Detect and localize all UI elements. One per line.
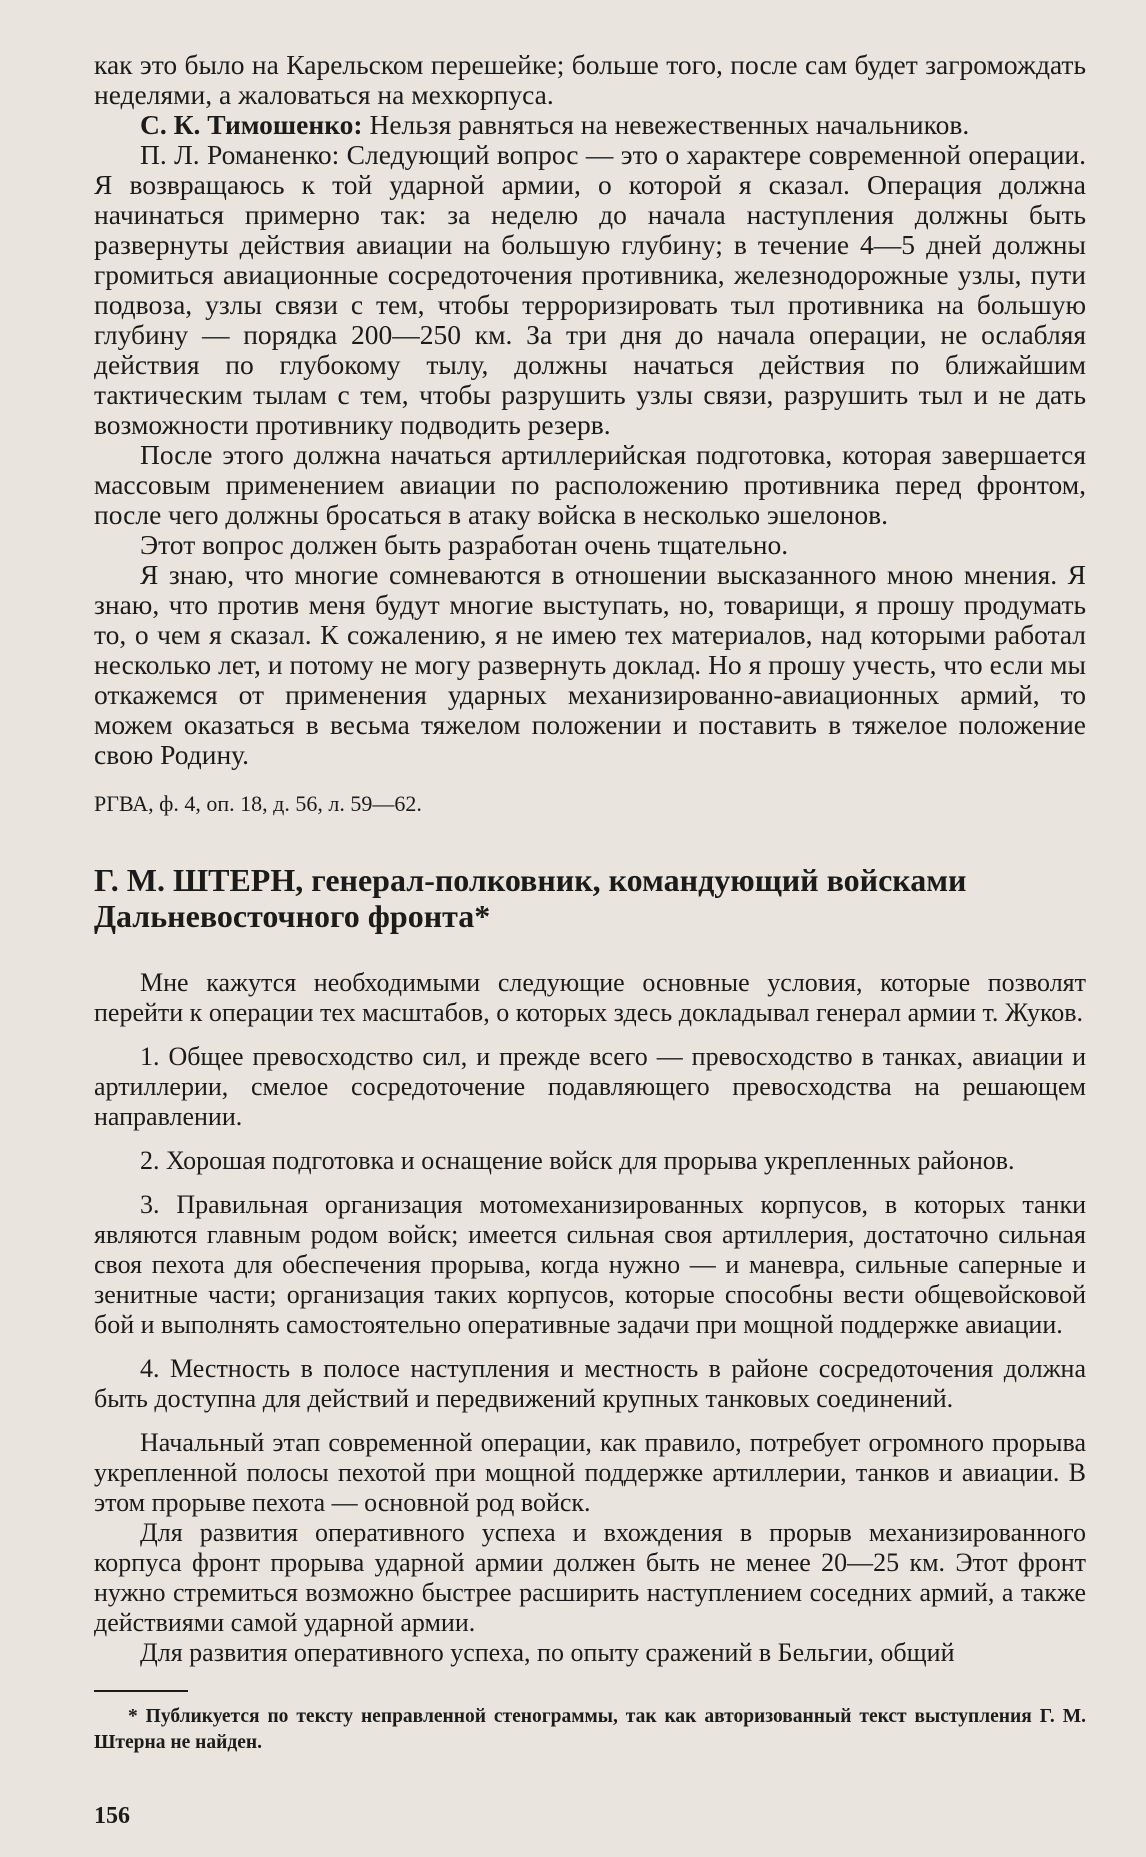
archive-source: РГВА, ф. 4, оп. 18, д. 56, л. 59—62. bbox=[94, 791, 422, 816]
paragraph-gap bbox=[94, 1340, 1086, 1354]
list-item: 1. Общее превосходство сил, и прежде всего — превосходство в танках, авиации и артиллерии, смелое сосредоточение подавляющего превосходства на решающем направлении. bbox=[94, 1042, 1086, 1131]
section-heading: Г. М. ШТЕРН, генерал-полковник, командующий войсками Дальневосточного фронта* bbox=[94, 862, 967, 934]
paragraph-gap bbox=[94, 1176, 1086, 1190]
list-item: 2. Хорошая подготовка и оснащение войск для прорыва укрепленных районов. bbox=[140, 1146, 1015, 1175]
paragraph: Этот вопрос должен быть разработан очень тщательно. bbox=[140, 529, 789, 560]
paragraph: Я знаю, что многие сомневаются в отношении высказанного мною мнения. Я знаю, что против меня будут многие выступать, но, товарищи, я прошу продумать то, о чем я сказал. К сожалению, я не имею тех материалов, над которыми работал несколько лет, и потому не могу развернуть доклад. Но я прошу учесть, что если мы откажемся от применения ударных механизированно-авиационных армий, то можем оказаться в весьма тяжелом положении и поставить в тяжелое положение свою Родину. bbox=[94, 559, 1086, 770]
paragraph-gap bbox=[94, 1132, 1086, 1146]
speaker-name: С. К. Тимошенко: bbox=[140, 109, 363, 140]
paragraph-gap bbox=[94, 1028, 1086, 1042]
speech-text: Нельзя равняться на невежественных начальников. bbox=[369, 109, 970, 140]
paragraph: Для развития оперативного успеха и вхождения в прорыв механизированного корпуса фронт прорыва ударной армии должен быть не менее 20—25 км. Этот фронт нужно стремиться возможно быстрее расширить наступлением соседних армий, а также действиями самой ударной армии. bbox=[94, 1518, 1086, 1637]
page-number: 156 bbox=[94, 1803, 130, 1829]
paragraph-intro: Мне кажутся необходимыми следующие основные условия, которые позволят перейти к операции тех масштабов, о которых здесь докладывал генерал армии т. Жуков. bbox=[94, 968, 1086, 1027]
footnote-rule bbox=[94, 1690, 188, 1692]
list-item: 3. Правильная организация мотомеханизированных корпусов, в которых танки являются главным родом войск; имеется сильная своя артиллерия, достаточно сильная своя пехота для обеспечения прорыва, когда нужно — и маневра, сильные саперные и зенитные части; организация таких корпусов, которые способны вести общевойсковой бой и выполнять самостоятельно оперативные задачи при мощной поддержке авиации. bbox=[94, 1190, 1086, 1339]
paragraph-continuation: как это было на Карельском перешейке; больше того, после сам будет загромождать неделями, а жаловаться на мехкорпуса. bbox=[94, 49, 1086, 110]
text-column bbox=[94, 50, 1086, 1756]
paragraph: Начальный этап современной операции, как правило, потребует огромного прорыва укрепленной полосы пехотой при мощной поддержке артиллерии, танков и авиации. В этом прорыве пехота — основной род войск. bbox=[94, 1428, 1086, 1517]
list-item: 4. Местность в полосе наступления и местность в районе сосредоточения должна быть доступна для действий и передвижений крупных танковых соединений. bbox=[94, 1354, 1086, 1413]
speaker-name: П. Л. Романенко: bbox=[140, 139, 340, 170]
paragraph-timoshenko bbox=[94, 110, 1086, 140]
paragraph: Для развития оперативного успеха, по опыту сражений в Бельгии, общий bbox=[140, 1638, 955, 1667]
speech-text: Следующий вопрос — это о характере современной операции. Я возвращаюсь к той ударной армии, о которой я сказал. Операция должна начинаться примерно так: за неделю до начала наступления должны быть развернуты действия авиации на большую глубину; в течение 4—5 дней должны громиться авиационные сосредоточения противника, железнодорожные узлы, пути подвоза, узлы связи с тем, чтобы терроризировать тыл противника на большую глубину — порядка 200—250 км. За три дня до начала операции, не ослабляя действия по глубокому тылу, должны начаться действия по ближайшим тактическим тылам с тем, чтобы разрушить узлы связи, разрушить тыл и не дать возможности противнику подводить резерв. bbox=[94, 139, 1087, 440]
paragraph-gap bbox=[94, 1414, 1086, 1428]
paragraph-romanenko bbox=[94, 140, 1086, 440]
footnote: * Публикуется по тексту неправленной стенограммы, так как авторизованный текст выступления Г. М. Штерна не найден. bbox=[94, 1706, 1086, 1753]
paragraph: После этого должна начаться артиллерийская подготовка, которая завершается массовым применением авиации по расположению противника перед фронтом, после чего должны бросаться в атаку войска в несколько эшелонов. bbox=[94, 439, 1086, 530]
